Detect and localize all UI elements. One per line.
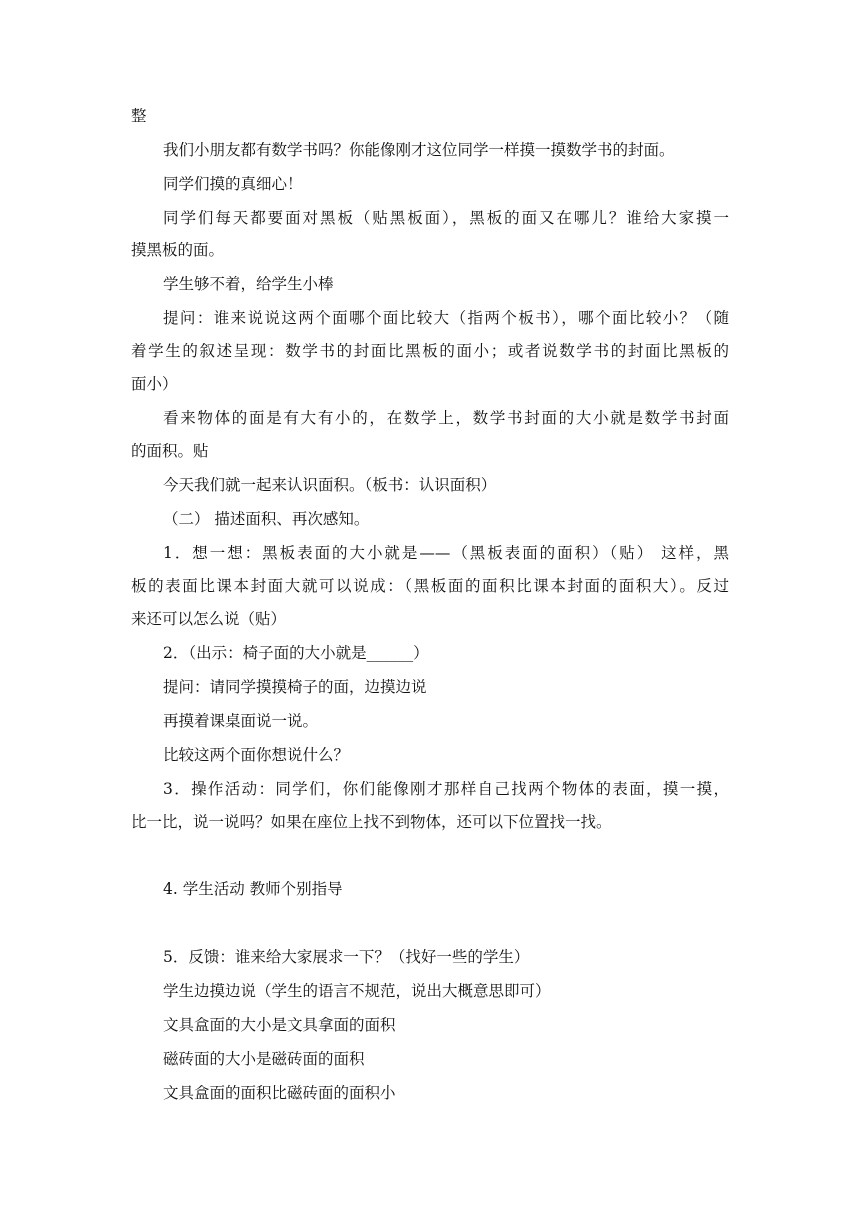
- section-heading: （二） 描述面积、再次感知。: [163, 510, 370, 528]
- text-line: 我们小朋友都有数学书吗？你能像刚才这位同学一样摸一摸数学书的封面。: [163, 141, 675, 159]
- text-line: 3．操作活动：同学们，你们能像刚才那样自己找两个物体的表面，摸一摸，: [163, 780, 729, 798]
- text-line: 来还可以怎么说（贴）: [131, 610, 287, 628]
- text-line: 再摸着课桌面说一说。: [163, 712, 319, 730]
- text-line: 同学们每天都要面对黑板（贴黑板面），黑板的面又在哪儿？谁给大家摸一: [163, 209, 729, 227]
- text-line: 看来物体的面是有大有小的，在数学上，数学书封面的大小就是数学书封面: [163, 409, 729, 427]
- text-line: 提问：请同学摸摸椅子的面，边摸边说: [163, 678, 427, 696]
- text-line: 4. 学生活动 教师个别指导: [163, 880, 343, 898]
- text-line: 1．想一想：黑板表面的大小就是——（黑板表面的面积）（贴） 这样，黑: [163, 544, 729, 562]
- text-line: 文具盒面的大小是文具拿面的面积: [163, 1016, 396, 1034]
- text-line: 板的表面比课本封面大就可以说成：（黑板面的面积比课本封面的面积大）。反过: [131, 577, 729, 595]
- text-line: 5．反馈：谁来给大家展求一下？（找好一些的学生）: [163, 948, 530, 966]
- text-line: 的面积。贴: [131, 442, 209, 460]
- text-line: 面小）: [131, 375, 178, 393]
- text-line: 提问：谁来说说这两个面哪个面比较大（指两个板书），哪个面比较小？（随: [163, 309, 729, 327]
- text-line: 摸黑板的面。: [131, 241, 225, 259]
- text-line: 磁砖面的大小是磁砖面的面积: [163, 1050, 365, 1068]
- text-line: 学生边摸边说（学生的语言不规范，说出大概意思即可）: [163, 982, 551, 1000]
- text-line: 着学生的叙述呈现：数学书的封面比黑板的面小；或者说数学书的封面比黑板的: [131, 342, 729, 360]
- text-line: 2．（出示：椅子面的大小就是______）: [163, 644, 429, 662]
- text-line: 文具盒面的面积比磁砖面的面积小: [163, 1084, 396, 1102]
- text-line: 学生够不着，给学生小棒: [163, 275, 334, 293]
- text-line: 比一比，说一说吗？如果在座位上找不到物体，还可以下位置找一找。: [131, 813, 612, 831]
- text-line: 整: [131, 107, 147, 125]
- text-line: 比较这两个面你想说什么？: [163, 746, 350, 764]
- text-line: 今天我们就一起来认识面积。（板书：认识面积）: [163, 476, 497, 494]
- text-line: 同学们摸的真细心！: [163, 175, 303, 193]
